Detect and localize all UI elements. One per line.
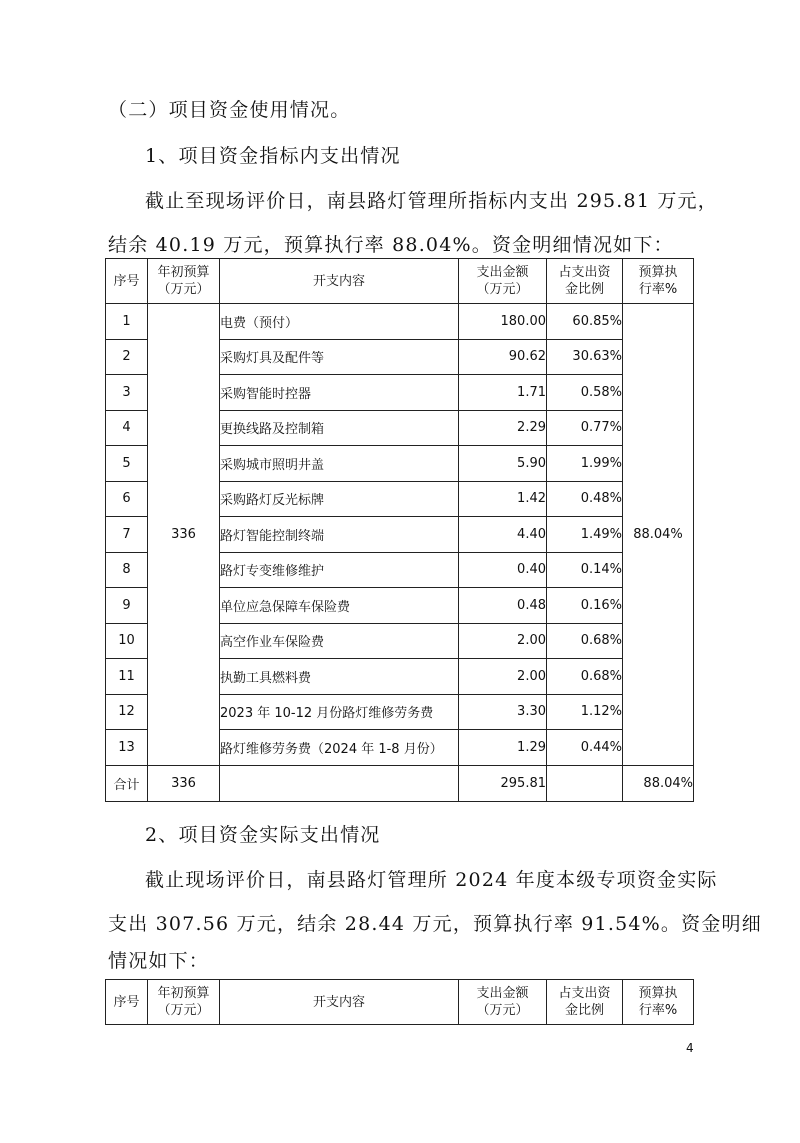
row-no: 10	[106, 623, 148, 659]
header-content: 开支内容	[220, 980, 459, 1025]
total-share-empty	[547, 765, 623, 801]
row-item: 采购灯具及配件等	[220, 339, 459, 375]
row-amount: 4.40	[459, 517, 547, 553]
row-share: 0.44%	[547, 730, 623, 766]
row-no: 1	[106, 304, 148, 340]
header-exec-rate: 预算执 行率%	[623, 259, 694, 304]
header-seq: 序号	[106, 980, 148, 1025]
header-share: 占支出资 金比例	[547, 259, 623, 304]
row-share: 0.58%	[547, 375, 623, 411]
row-no: 8	[106, 552, 148, 588]
total-row	[106, 765, 694, 801]
row-share: 0.77%	[547, 410, 623, 446]
row-share: 0.14%	[547, 552, 623, 588]
row-share: 1.99%	[547, 446, 623, 482]
paragraph-1-line-2: 结余 40.19 万元，预算执行率 88.04%。资金明细情况如下：	[108, 234, 674, 256]
row-no: 3	[106, 375, 148, 411]
section-heading: （二）项目资金使用情况。	[108, 99, 351, 121]
row-item: 路灯维修劳务费（2024 年 1-8 月份）	[220, 730, 459, 766]
row-no: 11	[106, 659, 148, 695]
row-amount: 3.30	[459, 694, 547, 730]
row-amount: 0.40	[459, 552, 547, 588]
table-header-row	[106, 259, 694, 304]
row-no: 2	[106, 339, 148, 375]
total-item-empty	[220, 765, 459, 801]
table-row	[106, 304, 694, 340]
total-budget: 336	[148, 765, 220, 801]
row-share: 0.48%	[547, 481, 623, 517]
row-item: 高空作业车保险费	[220, 623, 459, 659]
row-item: 执勤工具燃料费	[220, 659, 459, 695]
paragraph-2-line-2: 支出 307.56 万元，结余 28.44 万元，预算执行率 91.54%。资金明细	[108, 913, 762, 935]
row-amount: 90.62	[459, 339, 547, 375]
row-share: 0.68%	[547, 623, 623, 659]
row-amount: 1.29	[459, 730, 547, 766]
row-item: 采购智能时控器	[220, 375, 459, 411]
row-no: 5	[106, 446, 148, 482]
expenditure-table	[105, 258, 694, 802]
row-share: 30.63%	[547, 339, 623, 375]
row-item: 路灯专变维修维护	[220, 552, 459, 588]
row-amount: 1.42	[459, 481, 547, 517]
subsection-title-2: 2、项目资金实际支出情况	[145, 824, 381, 846]
row-share: 60.85%	[547, 304, 623, 340]
header-budget: 年初预算 （万元）	[148, 980, 220, 1025]
row-no: 4	[106, 410, 148, 446]
paragraph-1-line-1: 截止至现场评价日，南县路灯管理所指标内支出 295.81 万元，	[145, 190, 718, 212]
row-item: 更换线路及控制箱	[220, 410, 459, 446]
header-seq: 序号	[106, 259, 148, 304]
row-amount: 180.00	[459, 304, 547, 340]
paragraph-2-line-3: 情况如下：	[108, 950, 210, 972]
row-no: 12	[106, 694, 148, 730]
actual-expenditure-table	[105, 979, 694, 1025]
subsection-title-1: 1、项目资金指标内支出情况	[145, 145, 401, 167]
page-number: 4	[686, 1041, 694, 1055]
row-amount: 2.29	[459, 410, 547, 446]
header-exec-rate: 预算执 行率%	[623, 980, 694, 1025]
row-item: 电费（预付）	[220, 304, 459, 340]
total-exec-rate: 88.04%	[623, 765, 694, 801]
row-no: 6	[106, 481, 148, 517]
row-item: 2023 年 10-12 月份路灯维修劳务费	[220, 694, 459, 730]
row-no: 7	[106, 517, 148, 553]
header-content: 开支内容	[220, 259, 459, 304]
header-share: 占支出资 金比例	[547, 980, 623, 1025]
row-no: 9	[106, 588, 148, 624]
row-amount: 2.00	[459, 659, 547, 695]
header-budget: 年初预算 （万元）	[148, 259, 220, 304]
row-item: 采购城市照明井盖	[220, 446, 459, 482]
row-no: 13	[106, 730, 148, 766]
total-amount: 295.81	[459, 765, 547, 801]
row-item: 单位应急保障车保险费	[220, 588, 459, 624]
header-amount: 支出金额 （万元）	[459, 980, 547, 1025]
row-amount: 1.71	[459, 375, 547, 411]
row-amount: 2.00	[459, 623, 547, 659]
budget-cell: 336	[148, 304, 220, 766]
paragraph-2-line-1: 截止现场评价日，南县路灯管理所 2024 年度本级专项资金实际	[145, 869, 718, 891]
exec-rate-cell: 88.04%	[623, 304, 694, 766]
row-amount: 5.90	[459, 446, 547, 482]
row-share: 0.16%	[547, 588, 623, 624]
row-share: 0.68%	[547, 659, 623, 695]
row-item: 路灯智能控制终端	[220, 517, 459, 553]
row-share: 1.49%	[547, 517, 623, 553]
row-share: 1.12%	[547, 694, 623, 730]
row-amount: 0.48	[459, 588, 547, 624]
row-item: 采购路灯反光标牌	[220, 481, 459, 517]
table-header-row	[106, 980, 694, 1025]
header-amount: 支出金额 （万元）	[459, 259, 547, 304]
total-label: 合计	[106, 765, 148, 801]
